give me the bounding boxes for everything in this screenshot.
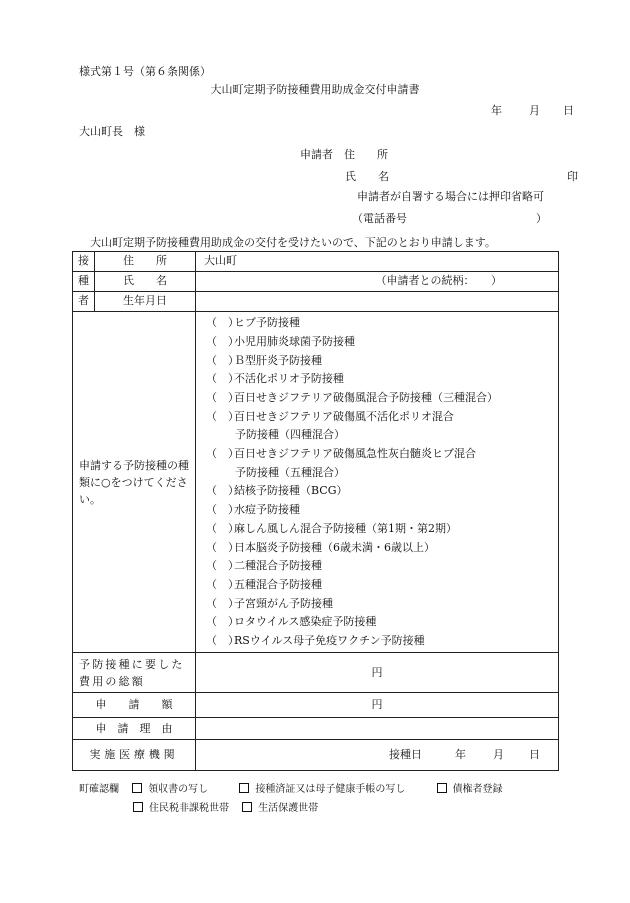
vaccination-date-label: 接種日 xyxy=(389,748,422,762)
medical-facility-field[interactable] xyxy=(196,740,559,771)
phone-close: ） xyxy=(536,212,547,225)
recipient-birthdate-label: 生年月日 xyxy=(95,292,196,312)
vaccine-option-paren[interactable]: （ ） xyxy=(206,633,239,647)
vaccine-option[interactable] xyxy=(206,370,558,389)
vaccine-option-paren[interactable]: （ ） xyxy=(206,596,239,610)
recipient-address-label: 住 所 xyxy=(95,252,196,272)
vaccine-option-continuation: 予防接種（四種混合） xyxy=(235,428,345,442)
row-medical-facility xyxy=(73,740,559,771)
vaccine-option[interactable] xyxy=(206,407,558,426)
vaccine-option[interactable] xyxy=(206,389,558,408)
applicant-address-label: 申請者 住 所 xyxy=(300,148,388,161)
vaccine-option-paren[interactable]: （ ） xyxy=(206,334,239,348)
vaccine-option-label: RSウイルス母子免疫ワクチン予防接種 xyxy=(234,633,425,647)
checkbox-icon[interactable] xyxy=(239,783,249,793)
row-recipient-name xyxy=(73,272,559,292)
vaccine-option-paren[interactable]: （ ） xyxy=(206,615,239,629)
vaccine-option-label: 水痘予防接種 xyxy=(234,503,300,517)
recipient-name-label: 氏 名 xyxy=(95,272,196,292)
request-amount-label: 申 請 額 xyxy=(73,693,196,718)
vaccine-option[interactable] xyxy=(206,445,558,464)
vaccine-option-label: 日本脳炎予防接種（6歳未満・6歳以上） xyxy=(234,540,435,554)
checkbox-icon[interactable] xyxy=(132,783,142,793)
medical-facility-label: 実施医療機関 xyxy=(73,740,196,771)
vaccine-option-label: ロタウイルス感染症予防接種 xyxy=(234,615,377,629)
date-year: 年 xyxy=(491,104,502,117)
checkbox-icon[interactable] xyxy=(133,802,143,812)
town-check-row-1 xyxy=(79,780,503,795)
total-cost-field[interactable] xyxy=(196,653,559,693)
total-cost-unit: 円 xyxy=(371,665,383,679)
vaccine-option-label: 麻しん風しん混合予防接種（第1期・第2期） xyxy=(234,521,457,535)
vaccine-option[interactable] xyxy=(206,351,558,370)
request-amount-unit: 円 xyxy=(371,698,383,712)
vaccine-option-paren[interactable]: （ ） xyxy=(206,559,239,573)
vaccine-option[interactable] xyxy=(206,557,558,576)
vaccine-option[interactable] xyxy=(206,538,558,557)
vaccine-option-paren[interactable]: （ ） xyxy=(206,316,239,330)
phone-label: （電話番号 xyxy=(352,212,407,225)
vaccine-option-paren[interactable]: （ ） xyxy=(206,577,239,591)
intro-text: 大山町定期予防接種費用助成金の交付を受けたいので、下記のとおり申請します。 xyxy=(90,236,496,249)
vaccine-option-label: 結核予防接種（BCG） xyxy=(234,484,348,498)
checkbox-icon[interactable] xyxy=(437,783,447,793)
applicant-name-label: 氏 名 xyxy=(345,170,389,183)
check-certificate[interactable] xyxy=(239,784,405,795)
vaccine-option-paren[interactable]: （ ） xyxy=(206,540,239,554)
vaccine-option-label: 不活化ポリオ予防接種 xyxy=(234,372,344,386)
recipient-name-field[interactable] xyxy=(196,272,559,292)
vaccine-option-label: 百日せきジフテリア破傷風急性灰白髄炎ヒブ混合 xyxy=(234,447,476,461)
vaccine-option[interactable] xyxy=(206,333,558,352)
relation-label: （申請者との続柄： ） xyxy=(375,274,502,288)
total-cost-label: 予防接種に要した費用の総額 xyxy=(73,653,196,693)
form-number: 様式第１号（第６条関係） xyxy=(79,65,211,78)
town-check-label: 町確認欄 xyxy=(79,784,119,795)
row-request-reason xyxy=(73,718,559,740)
vaccine-option-paren[interactable]: （ ） xyxy=(206,521,239,535)
vaccination-day: 日 xyxy=(529,748,540,762)
vaccine-option[interactable] xyxy=(206,594,558,613)
vaccine-option[interactable] xyxy=(206,520,558,539)
row-recipient-birthdate xyxy=(73,292,559,312)
date-day: 日 xyxy=(563,104,574,117)
recipient-address-field[interactable] xyxy=(196,252,559,272)
addressee: 大山町長 様 xyxy=(79,125,145,138)
seal-mark: 印 xyxy=(567,170,578,183)
vaccine-option-paren[interactable]: （ ） xyxy=(206,484,239,498)
check-receipt[interactable] xyxy=(132,784,208,795)
recipient-group-char-3: 者 xyxy=(73,292,95,312)
vaccine-option[interactable] xyxy=(206,501,558,520)
vaccine-option-paren[interactable]: （ ） xyxy=(206,447,239,461)
application-date xyxy=(491,105,574,117)
check-receipt-label: 領収書の写し xyxy=(148,784,209,795)
recipient-birthdate-field[interactable] xyxy=(196,292,559,312)
vaccine-option-label: 百日せきジフテリア破傷風不活化ポリオ混合 xyxy=(234,409,454,423)
check-creditor-label: 債権者登録 xyxy=(452,784,503,795)
vaccine-option-paren[interactable]: （ ） xyxy=(206,353,239,367)
check-certificate-label: 接種済証又は母子健康手帳の写し xyxy=(255,784,406,795)
recipient-group-char-2: 種 xyxy=(73,272,95,292)
vaccine-option-label: 五種混合予防接種 xyxy=(234,577,322,591)
checkbox-icon[interactable] xyxy=(242,802,252,812)
vaccine-option-label: 子宮頸がん予防接種 xyxy=(234,596,333,610)
vaccine-option-continuation: 予防接種（五種混合） xyxy=(235,465,345,479)
check-welfare-label: 生活保護世帯 xyxy=(258,803,319,814)
row-vaccines xyxy=(73,312,559,653)
row-recipient-address xyxy=(73,252,559,272)
vaccine-option-paren[interactable]: （ ） xyxy=(206,409,239,423)
vaccine-option-label: 二種混合予防接種 xyxy=(234,559,322,573)
recipient-address-prefix: 大山町 xyxy=(204,254,237,268)
vaccine-options-cell xyxy=(196,312,559,653)
vaccine-option[interactable] xyxy=(206,632,558,651)
row-request-amount xyxy=(73,693,559,718)
vaccine-option-paren[interactable]: （ ） xyxy=(206,372,239,386)
check-tax-exempt-label: 住民税非課税世帯 xyxy=(149,803,229,814)
check-welfare[interactable] xyxy=(242,803,318,814)
request-amount-field[interactable] xyxy=(196,693,559,718)
check-tax-exempt[interactable] xyxy=(133,803,229,814)
vaccine-option[interactable] xyxy=(206,482,558,501)
request-reason-field[interactable] xyxy=(196,718,559,740)
vaccination-year: 年 xyxy=(455,748,466,762)
seal-note: 申請者が自署する場合には押印省略可 xyxy=(357,190,544,203)
vaccine-option-label: Ｂ型肝炎予防接種 xyxy=(234,353,322,367)
check-creditor[interactable] xyxy=(437,784,503,795)
vaccine-options-list xyxy=(196,312,558,652)
town-check-row-2 xyxy=(133,799,318,814)
form-title: 大山町定期予防接種費用助成金交付申請書 xyxy=(210,83,420,96)
vaccine-selection-label: 申請する予防接種の種類に○をつけてください。 xyxy=(73,312,196,653)
vaccine-option-paren[interactable]: （ ） xyxy=(206,391,239,405)
vaccine-option-label: 小児用肺炎球菌予防接種 xyxy=(234,334,355,348)
vaccination-month: 月 xyxy=(493,748,504,762)
request-reason-label: 申 請 理 由 xyxy=(73,718,196,740)
application-table xyxy=(72,251,559,771)
vaccination-date xyxy=(200,749,554,761)
row-total-cost xyxy=(73,653,559,693)
vaccine-option-label: 百日せきジフテリア破傷風混合予防接種（三種混合） xyxy=(234,391,498,405)
vaccine-option[interactable] xyxy=(206,314,558,333)
vaccine-option-label: ヒブ予防接種 xyxy=(234,316,300,330)
recipient-group-char-1: 接 xyxy=(73,252,95,272)
vaccine-option[interactable] xyxy=(206,613,558,632)
vaccine-option[interactable] xyxy=(206,576,558,595)
date-month: 月 xyxy=(529,104,540,117)
vaccine-option-paren[interactable]: （ ） xyxy=(206,503,239,517)
